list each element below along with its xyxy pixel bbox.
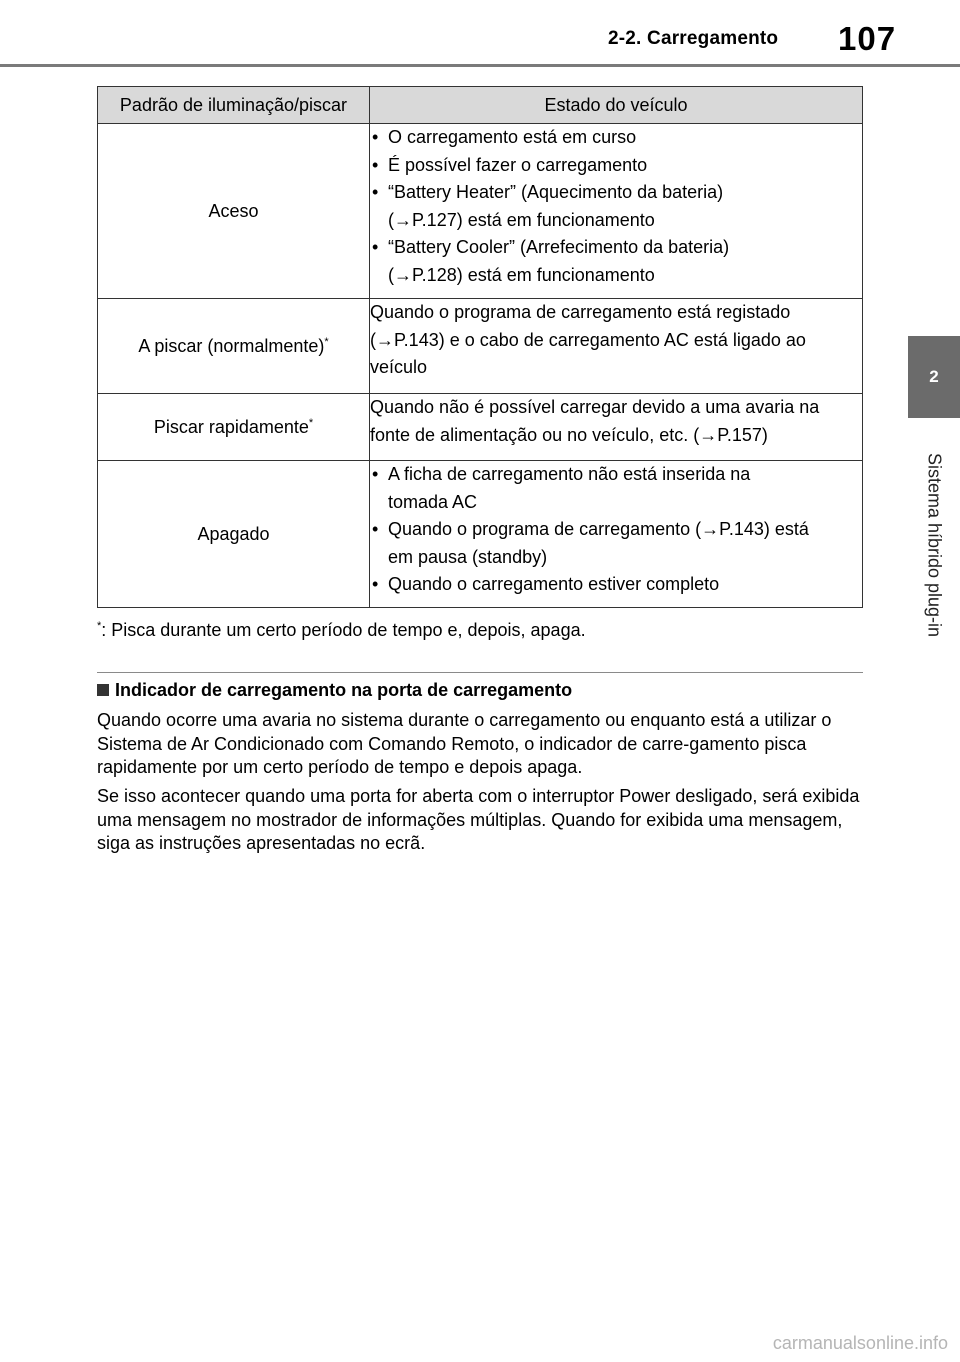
footnote-text: : Pisca durante um certo período de tempo e, depois, apaga.	[101, 620, 586, 640]
footnote-mark: *	[97, 620, 102, 632]
list-item: • “Battery Heater” (Aquecimento da bateria) (→P.127) está em funcionamento	[370, 179, 862, 234]
list-item: • “Battery Cooler” (Arrefecimento da bateria) (→P.128) está em funcionamento	[370, 234, 862, 289]
section-title: 2-2. Carregamento	[608, 28, 779, 49]
watermark: carmanualsonline.info	[772, 1333, 948, 1353]
pattern-cell	[98, 299, 370, 394]
pattern-cell: Apagado	[98, 461, 370, 608]
state-cell	[370, 124, 863, 299]
state-cell: Quando não é possível carregar devido a uma avaria na fonte de alimentação ou no veículo, etc. (→P.157)	[370, 394, 863, 461]
header-rule	[0, 64, 960, 67]
list-item: • A ficha de carregamento não está inserida na tomada AC	[370, 461, 862, 516]
table-header-row	[98, 87, 863, 124]
list-item: • É possível fazer o carregamento	[370, 152, 862, 180]
table-row	[98, 299, 863, 394]
pattern-cell	[98, 394, 370, 461]
page-number: 107	[838, 20, 897, 57]
state-cell	[370, 461, 863, 608]
chapter-label: Sistema híbrido plug-in	[924, 452, 945, 638]
pattern-label: Piscar rapidamente	[153, 416, 309, 437]
list-item: • O carregamento está em curso	[370, 124, 862, 152]
chapter-tab: 2	[908, 336, 960, 418]
list-item: • Quando o carregamento estiver completo	[370, 571, 862, 599]
pattern-label: A piscar (normalmente)	[138, 335, 325, 356]
table-row	[98, 461, 863, 608]
body-paragraph: Quando ocorre uma avaria no sistema durante o carregamento ou enquanto está a utilizar o Sistema de Ar Condicionado com Comando Remoto, o indicador de carre-gamento pisca rapidamente por um certo período de tempo e depois apaga.	[97, 710, 832, 777]
state-list	[370, 461, 862, 599]
table-row	[98, 124, 863, 299]
square-bullet-icon	[97, 684, 109, 696]
pattern-cell: Aceso	[98, 124, 370, 299]
footnote-mark: *	[308, 416, 314, 429]
body-paragraph: Se isso acontecer quando uma porta for aberta com o interruptor Power desligado, será exibida uma mensagem no mostrador de informações múltiplas. Quando for exibida uma mensagem, siga as instruções apresentadas no ecrã.	[97, 786, 860, 853]
section-divider	[97, 672, 863, 673]
charging-indicator-table	[97, 86, 863, 608]
section-heading-text: Indicador de carregamento na porta de carregamento	[115, 680, 573, 700]
table-row	[98, 394, 863, 461]
table-header-state: Estado do veículo	[370, 87, 863, 124]
state-list	[370, 124, 862, 289]
list-item: • Quando o programa de carregamento (→P.143) está em pausa (standby)	[370, 516, 862, 571]
table-header-pattern: Padrão de iluminação/piscar	[98, 87, 370, 124]
section-heading	[97, 680, 572, 701]
footnote-mark: *	[324, 335, 329, 348]
state-cell: Quando o programa de carregamento está registado (→P.143) e o cabo de carregamento AC está ligado ao veículo	[370, 299, 863, 394]
footnote	[97, 620, 586, 641]
